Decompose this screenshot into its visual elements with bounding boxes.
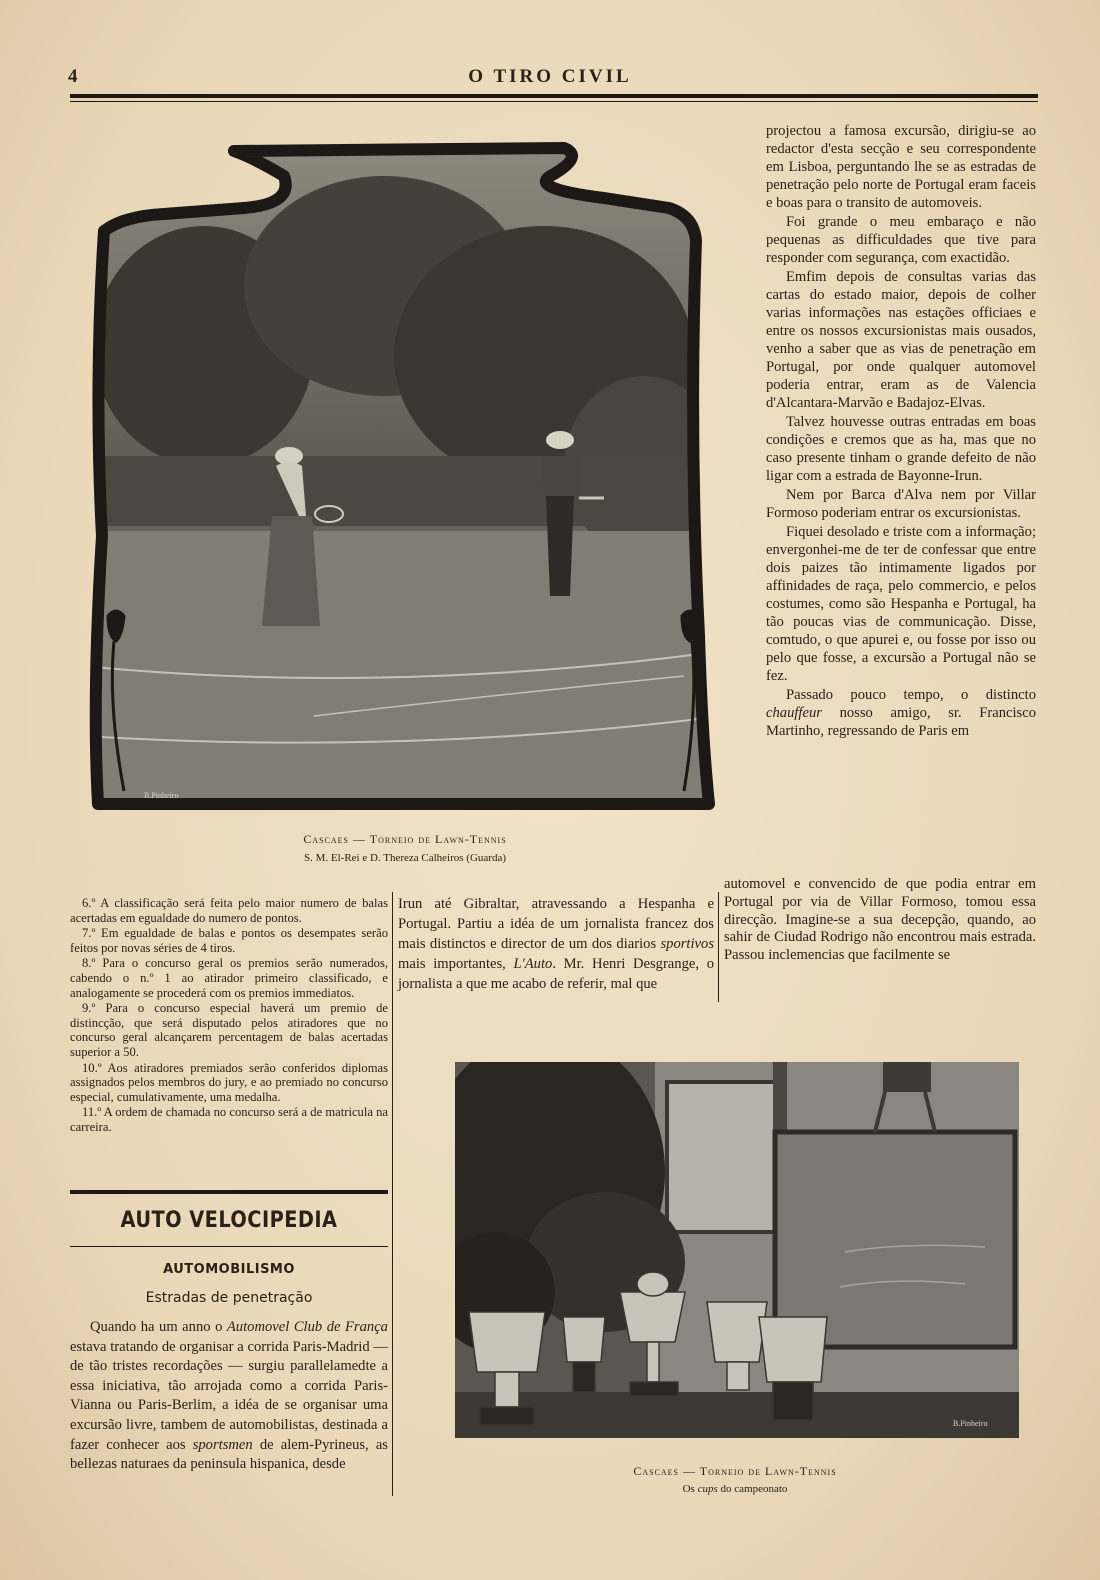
rule-item: 6.º A classificação será feita pelo maior numero de balas acertadas em egualdade do numero de pontos. bbox=[70, 896, 388, 925]
rule-item: 10.º Aos atiradores premiados serão conferidos diplomas assignados pelos membros do jury, e ao premiado no concurso especial, cumulativamente, uma medalha. bbox=[70, 1060, 388, 1104]
column-divider bbox=[392, 892, 393, 1496]
section-title: AUTO VELOCIPEDIA bbox=[120, 1208, 338, 1233]
header-rule bbox=[70, 94, 1038, 98]
paragraph: Emfim depois de consultas varias das cartas do estado maior, depois de colher varias informações nas estações officiaes e entre os nossos excursionistas mais ousados, venho a saber que as vias de penetração em Portugal, por onde qualquer automovel poderia entrar, eram as de Valencia d'Alcantara-Marvão e Badajoz-Elvas. bbox=[766, 269, 1036, 411]
photo-top-caption-title: Cascaes — Torneio de Lawn-Tennis bbox=[303, 832, 507, 846]
paragraph: Foi grande o meu embaraço e não pequenas as difficuldades que tive para responder com segurança, com exactidão. bbox=[766, 214, 1036, 266]
column-divider bbox=[718, 892, 719, 1002]
rule-item: 7.º Em egualdade de balas e pontos os desempates serão feitos por novas séries de 4 tiros. bbox=[70, 926, 388, 955]
photo-signature: B.Pinheiro bbox=[144, 791, 179, 800]
text-run: . Mr. Henri Desgrange, o jornalista a que me acabo de referir, mal que bbox=[398, 956, 714, 992]
paragraph: automovel e convencido de que podia entrar em Portugal por via de Villar Formoso, tomou essa direcção. Imagine-se a sua decepção, quando, ao sahir de Ciudad Rodrigo não encontrou mais estrada. Passou inclemencias que facilmente se bbox=[724, 876, 1036, 964]
photo-tennis-players bbox=[84, 136, 726, 818]
photo-bottom-caption-subtitle bbox=[560, 1483, 910, 1495]
article-middle-column bbox=[398, 894, 714, 994]
text-run: de alem-Pyrineus, as bellezas naturaes da peninsula hispanica, desde bbox=[70, 1436, 388, 1473]
header-rule-thin bbox=[70, 101, 1038, 102]
paragraph bbox=[70, 1318, 388, 1475]
article-title: Estradas de penetração bbox=[145, 1290, 313, 1306]
photo-bottom-caption bbox=[560, 1464, 910, 1495]
paragraph bbox=[398, 894, 714, 994]
rule-item: 8.º Para o concurso geral os premios serão numerados, cabendo o n.º 1 ao atirador primeiro classificado, e analogamente se procederá com os premios immediatos. bbox=[70, 956, 388, 1000]
text-run: do campeonato bbox=[717, 1483, 788, 1495]
photo-trophies bbox=[455, 1062, 1019, 1438]
paragraph: projectou a famosa excursão, dirigiu-se ao redactor d'esta secção e seu correspondente em Lisboa, perguntando lhe se as estradas de penetração pelo norte de Portugal eram faceis e boas para o transito de automoveis. bbox=[766, 123, 1036, 211]
article-lead-column bbox=[70, 1318, 388, 1475]
text-run: Os bbox=[682, 1483, 698, 1495]
rule-item: 11.º A ordem de chamada no concurso será a de matricula na carreira. bbox=[70, 1105, 388, 1134]
text-run: Passado pouco tempo, o distincto bbox=[786, 687, 1036, 703]
text-run: estava tratando de organisar a corrida Paris-Madrid — de tão tristes recordações — surgiu parallelamedte a essa iniciativa, tão arrojada como a corrida Paris-Vianna ou Paris-Berlim, a idéa de se organisar uma excursão livre, tambem de automobilistas, destinada a fazer conhecer aos bbox=[70, 1338, 388, 1453]
rule-item: 9.º Para o concurso especial haverá um premio de distincção, que será disputado pelos atiradores que no concurso geral alcançarem percentagem de balas acertadas superior a 50. bbox=[70, 1001, 388, 1059]
text-italic: sportsmen bbox=[192, 1436, 253, 1453]
article-continuation bbox=[724, 876, 1036, 965]
text-run: Irun até Gibraltar, atravessando a Hespanha e Portugal. Partiu a idéa de um jornalista francez dos mais distinctos e director de um dos diarios bbox=[398, 896, 714, 952]
paragraph bbox=[766, 686, 1036, 740]
section-subtitle: AUTOMOBILISMO bbox=[163, 1262, 295, 1277]
photo-signature: B.Pinheiro bbox=[953, 1419, 988, 1428]
paragraph: Nem por Barca d'Alva nem por Villar Formoso poderiam entrar os excursionistas. bbox=[766, 487, 1036, 521]
newspaper-title: O TIRO CIVIL bbox=[468, 66, 632, 87]
section-rule-thin bbox=[70, 1246, 388, 1247]
text-run: Quando ha um anno o bbox=[90, 1319, 227, 1335]
text-italic: Automovel Club de França bbox=[226, 1319, 388, 1335]
photo-top-caption-subtitle: S. M. El-Rei e D. Thereza Calheiros (Guarda) bbox=[303, 852, 506, 864]
photo-top-caption bbox=[220, 832, 590, 864]
page-number: 4 bbox=[68, 66, 78, 87]
text-italic: cups bbox=[697, 1483, 718, 1495]
article-right-column bbox=[766, 122, 1036, 740]
text-run: nosso amigo, sr. Francisco Martinho, regressando de Paris em bbox=[766, 705, 1036, 739]
photo-bottom-caption-title: Cascaes — Torneio de Lawn-Tennis bbox=[633, 1464, 837, 1478]
competition-rules-list bbox=[70, 896, 388, 1135]
text-run: mais importantes, bbox=[398, 956, 514, 972]
section-rule bbox=[70, 1190, 388, 1194]
text-italic: L'Auto bbox=[513, 956, 553, 972]
paragraph: Fiquei desolado e triste com a informação; envergonhei-me de ter de confessar que entre dois paizes tão intimamente ligados por affinidades de raça, pelo commercio, e pelos costumes, como são Hespanha e Portugal, ha tão poucas vias de communicação. Disse, comtudo, o que apurei e, ou fosse por isso ou pelo que fosse, a excursão a Portugal não se fez. bbox=[766, 524, 1036, 684]
text-italic: sportivos bbox=[660, 936, 714, 952]
paragraph: Talvez houvesse outras entradas em boas condições e cremos que as ha, mas que no caso presente tinham o grande defeito de não ligar com a estrada de Bayonne-Irun. bbox=[766, 414, 1036, 484]
text-italic: chauffeur bbox=[766, 705, 822, 721]
